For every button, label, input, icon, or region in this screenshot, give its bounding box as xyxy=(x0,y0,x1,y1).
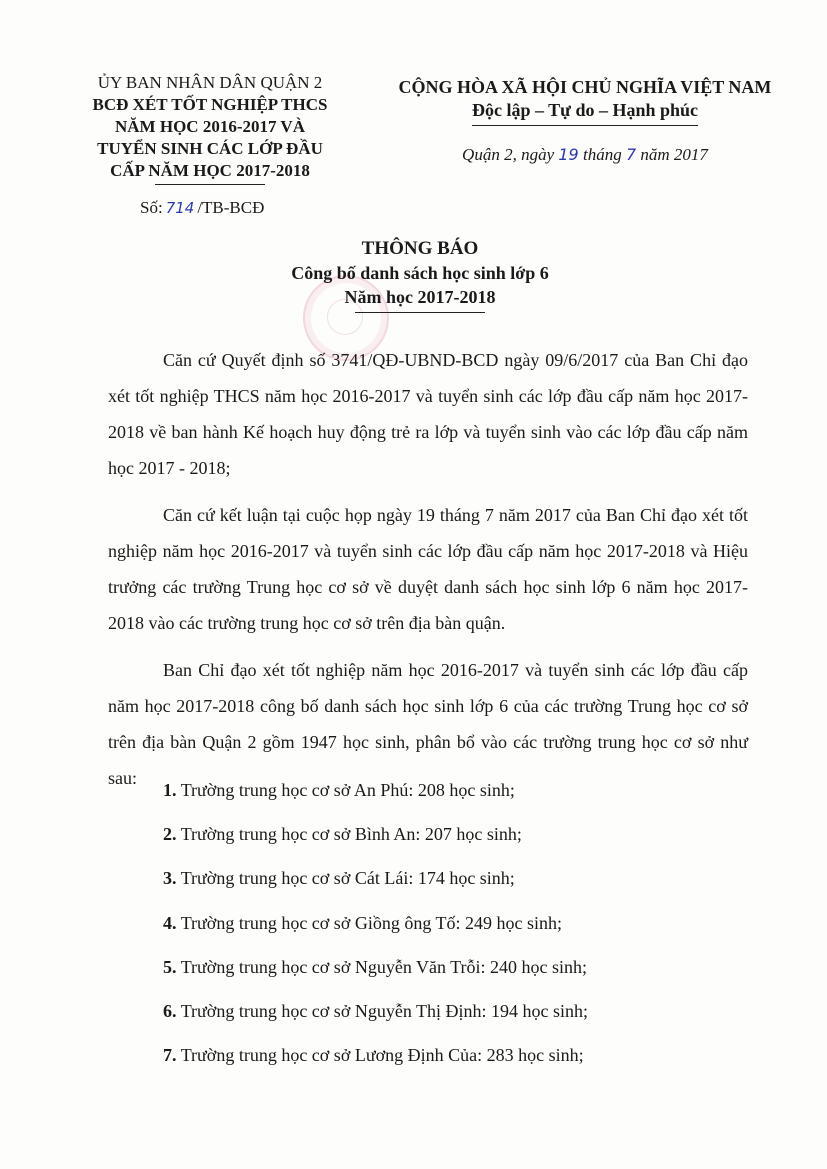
national-header-block xyxy=(385,76,785,166)
issuing-agency-block xyxy=(60,72,360,185)
list-item xyxy=(163,860,588,904)
list-item-number: 7. xyxy=(163,1045,177,1066)
board-name-line: CẤP NĂM HỌC 2017-2018 xyxy=(110,161,310,180)
document-body xyxy=(108,342,748,807)
list-item xyxy=(163,949,588,993)
document-number xyxy=(140,198,264,218)
list-item-number: 2. xyxy=(163,824,177,845)
date-year: năm 2017 xyxy=(640,145,708,164)
document-title-block xyxy=(180,237,660,313)
document-title: THÔNG BÁO xyxy=(361,238,479,259)
list-item-text: Trường trung học cơ sở An Phú: 208 học sinh; xyxy=(180,780,515,800)
date-prefix: Quận 2, ngày xyxy=(462,145,555,164)
date-month-handwritten: 7 xyxy=(625,145,637,164)
doc-number-suffix: /TB-BCĐ xyxy=(197,198,265,217)
board-name-line: TUYỂN SINH CÁC LỚP ĐẦU xyxy=(97,139,323,158)
list-item xyxy=(163,905,588,949)
list-item-text: Trường trung học cơ sở Nguyễn Thị Định: 194 học sinh; xyxy=(180,1000,588,1021)
list-item xyxy=(163,816,588,860)
date-month-label: tháng xyxy=(582,145,622,164)
nation-name: CỘNG HÒA XÃ HỘI CHỦ NGHĨA VIỆT NAM xyxy=(398,77,772,97)
title-divider xyxy=(355,312,485,313)
document-subtitle: Công bố danh sách học sinh lớp 6 xyxy=(291,263,549,283)
list-item xyxy=(163,1037,588,1081)
date-day-handwritten: 19 xyxy=(558,145,579,164)
body-paragraph: Ban Chỉ đạo xét tốt nghiệp năm học 2016-2017 và tuyển sinh các lớp đầu cấp năm học 2017-2018 công bố danh sách học sinh lớp 6 của các trường Trung học cơ sở trên địa bàn Quận 2 gồm 1947 học sinh, phân bổ vào các trường trung học cơ sở như sau: xyxy=(108,660,748,788)
national-motto: Độc lập – Tự do – Hạnh phúc xyxy=(472,98,698,126)
header-divider xyxy=(155,184,265,185)
doc-number-handwritten: 714 xyxy=(165,199,195,217)
list-item-text: Trường trung học cơ sở Lương Định Của: 283 học sinh; xyxy=(180,1045,584,1066)
doc-number-prefix: Số: xyxy=(140,198,163,217)
list-item-number: 6. xyxy=(163,1000,177,1021)
list-item-number: 4. xyxy=(163,912,177,933)
list-item-number: 3. xyxy=(163,868,177,889)
list-item xyxy=(163,993,588,1037)
list-item-number: 5. xyxy=(163,956,177,977)
issue-date xyxy=(385,144,785,166)
list-item-number: 1. xyxy=(163,780,177,800)
list-item-text: Trường trung học cơ sở Bình An: 207 học sinh; xyxy=(180,824,522,845)
agency-name: ỦY BAN NHÂN DÂN QUẬN 2 xyxy=(97,73,323,92)
list-item xyxy=(163,772,588,816)
list-item-text: Trường trung học cơ sở Nguyễn Văn Trỗi: 240 học sinh; xyxy=(180,956,588,977)
list-item-text: Trường trung học cơ sở Cát Lái: 174 học sinh; xyxy=(180,868,515,889)
body-paragraph: Căn cứ kết luận tại cuộc họp ngày 19 tháng 7 năm 2017 của Ban Chỉ đạo xét tốt nghiệp năm học 2016-2017 và tuyển sinh các lớp đầu cấp năm học 2017-2018 và Hiệu trưởng các trường Trung học cơ sở về duyệt danh sách học sinh lớp 6 năm học 2017-2018 vào các trường trung học cơ sở trên địa bàn quận. xyxy=(108,505,748,633)
board-name-line: NĂM HỌC 2016-2017 VÀ xyxy=(115,117,305,136)
board-name-line: BCĐ XÉT TỐT NGHIỆP THCS xyxy=(92,95,328,114)
document-school-year: Năm học 2017-2018 xyxy=(344,287,496,307)
list-item-text: Trường trung học cơ sở Giồng ông Tố: 249 học sinh; xyxy=(180,912,563,933)
school-list xyxy=(163,772,588,1081)
body-paragraph: Căn cứ Quyết định số 3741/QĐ-UBND-BCD ngày 09/6/2017 của Ban Chỉ đạo xét tốt nghiệp THCS năm học 2016-2017 và tuyển sinh các lớp đầu cấp năm học 2017-2018 về ban hành Kế hoạch huy động trẻ ra lớp và tuyển sinh vào các lớp đầu cấp năm học 2017 - 2018; xyxy=(108,350,748,478)
